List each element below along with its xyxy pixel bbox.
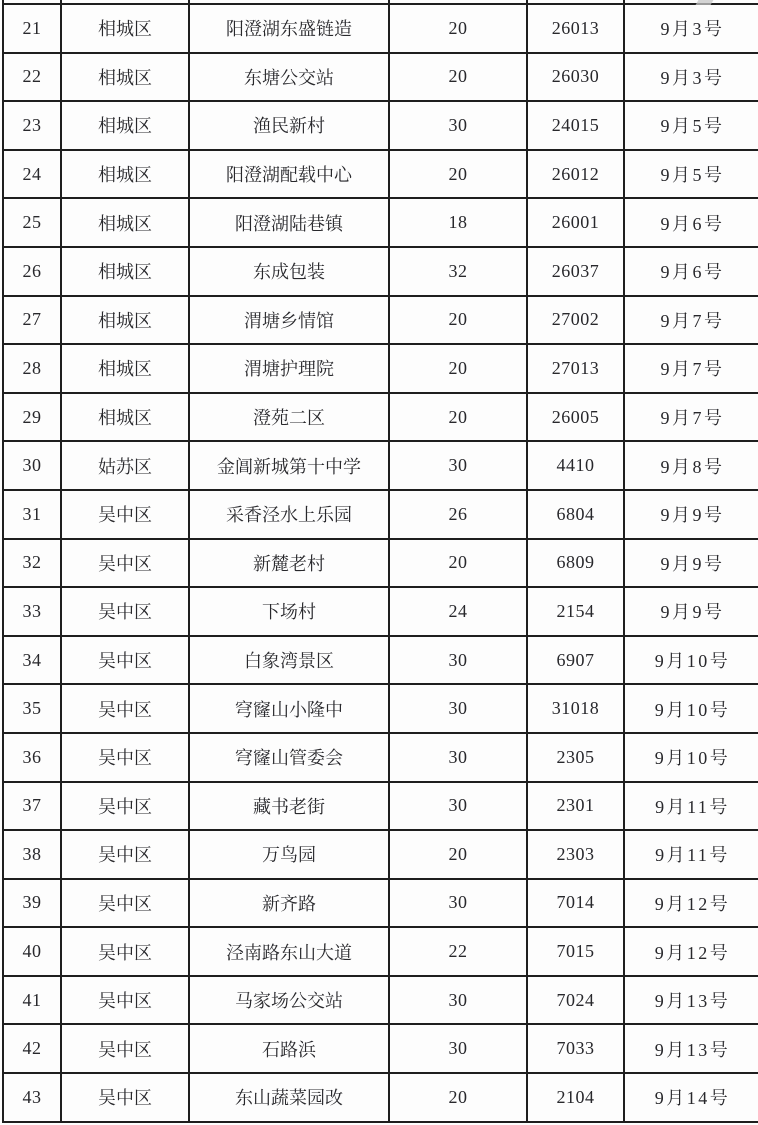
- cell-count: 20: [389, 830, 527, 879]
- cell-count: 20: [389, 1073, 527, 1122]
- cell-code: 4410: [527, 441, 624, 490]
- cell-code: 7015: [527, 927, 624, 976]
- cell-date: 9月13号: [624, 976, 758, 1025]
- cell-index: 39: [3, 879, 61, 928]
- table-row: [3, 150, 758, 199]
- cell-name: 渔民新村: [189, 101, 389, 150]
- cell-district: 吴中区: [61, 636, 189, 685]
- cell-count: 30: [389, 636, 527, 685]
- cell-name: 阳澄湖配载中心: [189, 150, 389, 199]
- cell-date: 9月10号: [624, 733, 758, 782]
- cell-name: 万鸟园: [189, 830, 389, 879]
- cell-code: 26001: [527, 198, 624, 247]
- cell-district: 相城区: [61, 296, 189, 345]
- cell-code: 2305: [527, 733, 624, 782]
- cell-name: 新麓老村: [189, 539, 389, 588]
- cell-date: 9月9号: [624, 490, 758, 539]
- cell-district: 吴中区: [61, 976, 189, 1025]
- cell-name: 采香泾水上乐园: [189, 490, 389, 539]
- cell-date: 9月14号: [624, 1073, 758, 1122]
- cell-code: 6809: [527, 539, 624, 588]
- table-row: [3, 296, 758, 345]
- cell-code: 26030: [527, 53, 624, 102]
- cell-code: 6907: [527, 636, 624, 685]
- table-row: [3, 1024, 758, 1073]
- cell-code: 7024: [527, 976, 624, 1025]
- cell-date: 9月12号: [624, 927, 758, 976]
- cell-code: 26005: [527, 393, 624, 442]
- table-row: [3, 490, 758, 539]
- cell-index: 41: [3, 976, 61, 1025]
- cell-index: 22: [3, 53, 61, 102]
- cell-date: 9月11号: [624, 782, 758, 831]
- cell-index: 24: [3, 150, 61, 199]
- cell-code: 26013: [527, 4, 624, 53]
- cell-index: 21: [3, 4, 61, 53]
- cell-code: 2301: [527, 782, 624, 831]
- cell-date: 9月8号: [624, 441, 758, 490]
- cell-name: 金阊新城第十中学: [189, 441, 389, 490]
- cell-district: 相城区: [61, 150, 189, 199]
- cell-date: 9月3号: [624, 53, 758, 102]
- table-row: [3, 4, 758, 53]
- cell-name: 石路浜: [189, 1024, 389, 1073]
- cell-name: 渭塘护理院: [189, 344, 389, 393]
- cell-count: 20: [389, 296, 527, 345]
- table-row: [3, 539, 758, 588]
- table-row: [3, 927, 758, 976]
- cell-count: 30: [389, 1024, 527, 1073]
- cell-code: 7014: [527, 879, 624, 928]
- cell-index: 35: [3, 684, 61, 733]
- cell-name: 泾南路东山大道: [189, 927, 389, 976]
- cell-index: 26: [3, 247, 61, 296]
- cell-count: 20: [389, 4, 527, 53]
- cell-date: 9月6号: [624, 247, 758, 296]
- cell-name: 渭塘乡情馆: [189, 296, 389, 345]
- cell-count: 20: [389, 53, 527, 102]
- cell-name: 藏书老街: [189, 782, 389, 831]
- cell-index: 30: [3, 441, 61, 490]
- table-row: [3, 1073, 758, 1122]
- cell-name: 下场村: [189, 587, 389, 636]
- cell-district: 吴中区: [61, 490, 189, 539]
- table-row: [3, 782, 758, 831]
- cell-index: 33: [3, 587, 61, 636]
- cell-code: 27002: [527, 296, 624, 345]
- cell-date: 9月11号: [624, 830, 758, 879]
- cell-index: 32: [3, 539, 61, 588]
- cell-date: 9月10号: [624, 684, 758, 733]
- cell-code: 26037: [527, 247, 624, 296]
- cell-district: 姑苏区: [61, 441, 189, 490]
- cell-district: 相城区: [61, 393, 189, 442]
- cell-name: 白象湾景区: [189, 636, 389, 685]
- table-row: [3, 441, 758, 490]
- cell-count: 26: [389, 490, 527, 539]
- table-row: [3, 636, 758, 685]
- cell-district: 相城区: [61, 247, 189, 296]
- cell-district: 吴中区: [61, 539, 189, 588]
- cell-index: 38: [3, 830, 61, 879]
- cell-date: 9月3号: [624, 4, 758, 53]
- cell-index: 25: [3, 198, 61, 247]
- cell-district: 吴中区: [61, 879, 189, 928]
- cell-district: 相城区: [61, 344, 189, 393]
- cell-code: 7033: [527, 1024, 624, 1073]
- cell-district: 吴中区: [61, 1073, 189, 1122]
- cell-date: 9月13号: [624, 1024, 758, 1073]
- table-body: [3, 0, 758, 1122]
- cell-date: 9月5号: [624, 101, 758, 150]
- cell-name: 东成包装: [189, 247, 389, 296]
- cell-code: 2303: [527, 830, 624, 879]
- cell-count: 30: [389, 976, 527, 1025]
- cell-count: 30: [389, 101, 527, 150]
- cell-date: 9月9号: [624, 587, 758, 636]
- cell-district: 吴中区: [61, 733, 189, 782]
- cell-count: 20: [389, 539, 527, 588]
- cell-code: 27013: [527, 344, 624, 393]
- cell-code: 6804: [527, 490, 624, 539]
- cell-district: 吴中区: [61, 1024, 189, 1073]
- table-row: [3, 393, 758, 442]
- cell-count: 30: [389, 684, 527, 733]
- table-row: [3, 53, 758, 102]
- cell-name: 穹窿山管委会: [189, 733, 389, 782]
- cell-index: 42: [3, 1024, 61, 1073]
- cell-index: 43: [3, 1073, 61, 1122]
- table-row: [3, 101, 758, 150]
- cell-count: 20: [389, 344, 527, 393]
- cell-name: 东塘公交站: [189, 53, 389, 102]
- page-edge-artifact: [696, 0, 714, 5]
- cell-code: 2104: [527, 1073, 624, 1122]
- cell-date: 9月7号: [624, 344, 758, 393]
- cell-code: 31018: [527, 684, 624, 733]
- cell-index: 29: [3, 393, 61, 442]
- cell-index: 28: [3, 344, 61, 393]
- cell-district: 相城区: [61, 101, 189, 150]
- cell-district: 吴中区: [61, 684, 189, 733]
- cell-district: 相城区: [61, 53, 189, 102]
- cell-date: 9月9号: [624, 539, 758, 588]
- cell-count: 20: [389, 393, 527, 442]
- cell-district: 吴中区: [61, 782, 189, 831]
- table-row: [3, 344, 758, 393]
- cell-index: 31: [3, 490, 61, 539]
- cell-date: 9月6号: [624, 198, 758, 247]
- cell-count: 20: [389, 150, 527, 199]
- cell-date: 9月7号: [624, 296, 758, 345]
- cell-name: 新齐路: [189, 879, 389, 928]
- cell-count: 24: [389, 587, 527, 636]
- table-row: [3, 879, 758, 928]
- cell-name: 东山蔬菜园改: [189, 1073, 389, 1122]
- cell-code: 2154: [527, 587, 624, 636]
- cell-date: 9月5号: [624, 150, 758, 199]
- cell-district: 吴中区: [61, 927, 189, 976]
- cell-date: 9月10号: [624, 636, 758, 685]
- cell-name: 马家场公交站: [189, 976, 389, 1025]
- cell-count: 30: [389, 782, 527, 831]
- cell-count: 18: [389, 198, 527, 247]
- cell-district: 相城区: [61, 4, 189, 53]
- cell-name: 穹窿山小隆中: [189, 684, 389, 733]
- table-row: [3, 976, 758, 1025]
- cell-district: 吴中区: [61, 587, 189, 636]
- cell-index: 40: [3, 927, 61, 976]
- cell-date: 9月7号: [624, 393, 758, 442]
- cell-count: 30: [389, 441, 527, 490]
- cell-count: 30: [389, 733, 527, 782]
- cell-index: 34: [3, 636, 61, 685]
- cell-count: 22: [389, 927, 527, 976]
- table-row: [3, 587, 758, 636]
- table-row: [3, 247, 758, 296]
- cell-index: 27: [3, 296, 61, 345]
- cell-date: 9月12号: [624, 879, 758, 928]
- cell-name: 阳澄湖东盛链造: [189, 4, 389, 53]
- cell-district: 吴中区: [61, 830, 189, 879]
- cell-name: 阳澄湖陆巷镇: [189, 198, 389, 247]
- cell-count: 30: [389, 879, 527, 928]
- cell-name: 澄苑二区: [189, 393, 389, 442]
- cell-code: 24015: [527, 101, 624, 150]
- cell-index: 37: [3, 782, 61, 831]
- cell-district: 相城区: [61, 198, 189, 247]
- cell-code: 26012: [527, 150, 624, 199]
- table-row: [3, 830, 758, 879]
- table-row: [3, 733, 758, 782]
- cell-index: 36: [3, 733, 61, 782]
- table-row: [3, 198, 758, 247]
- table-row: [3, 684, 758, 733]
- cell-index: 23: [3, 101, 61, 150]
- cell-count: 32: [389, 247, 527, 296]
- schedule-table: [2, 0, 758, 1123]
